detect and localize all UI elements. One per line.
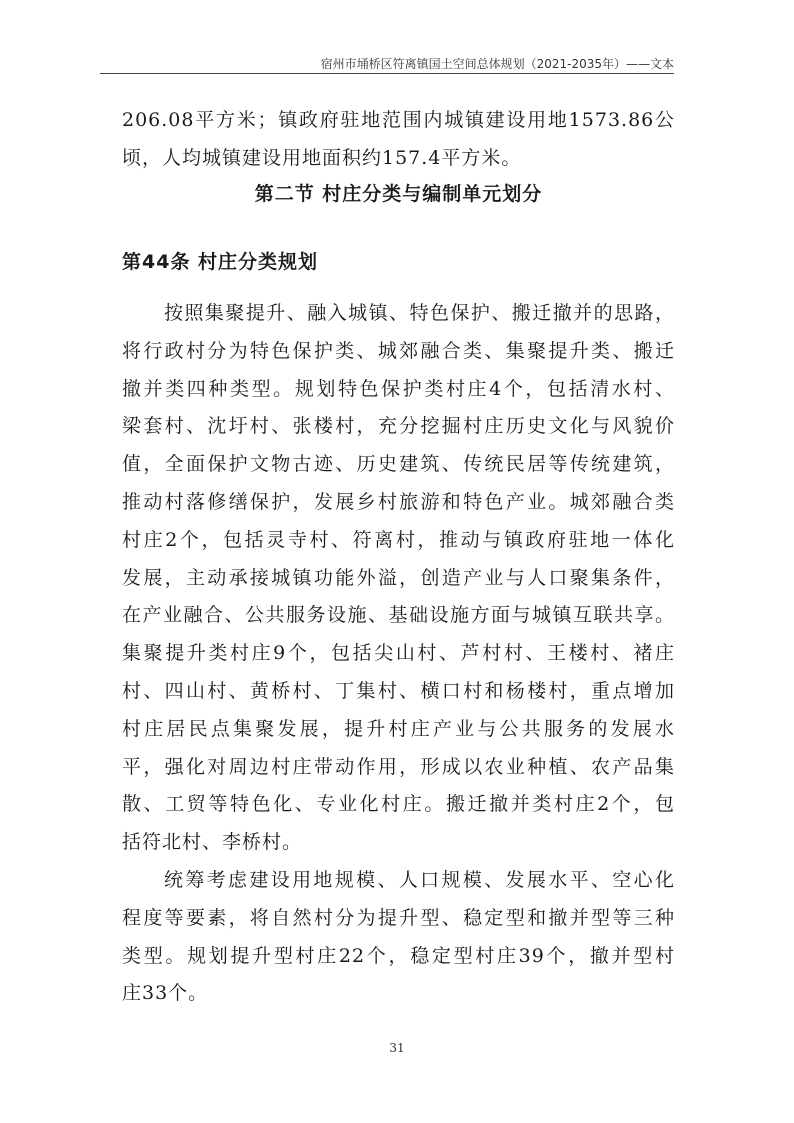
text-line: 发展，主动承接城镇功能外溢，创造产业与人口聚集条件， — [122, 566, 675, 589]
text-line: 统筹考虑建设用地规模、人口规模、发展水平、空心化 — [164, 869, 675, 891]
page-number: 31 — [389, 1041, 405, 1055]
article-title: 第44条 村庄分类规划 — [122, 251, 319, 273]
text-line: 庄33个。 — [122, 982, 209, 1005]
text-line: 村庄居民点集聚发展，提升村庄产业与公共服务的发展水 — [122, 717, 675, 740]
text-line: 顷，人均城镇建设用地面积约157.4平方米。 — [122, 146, 522, 169]
header-title: 宿州市埇桥区符离镇国土空间总体规划（2021-2035年）——文本 — [320, 57, 674, 71]
intro-paragraph — [122, 102, 675, 178]
text-line: 撤并类四种类型。规划特色保护类村庄4个，包括清水村、 — [122, 377, 675, 400]
page-header — [100, 51, 674, 74]
section-title: 第二节 村庄分类与编制单元划分 — [254, 183, 543, 205]
text-line: 206.08平方米；镇政府驻地范围内城镇建设用地1573.86公 — [122, 109, 675, 131]
text-line: 推动村落修缮保护，发展乡村旅游和特色产业。城郊融合类 — [122, 490, 675, 513]
text-line: 类型。规划提升型村庄22个，稳定型村庄39个，撤并型村 — [122, 944, 675, 967]
text-line: 村、四山村、黄桥村、丁集村、横口村和杨楼村，重点增加 — [122, 679, 675, 702]
paragraph-village-classification — [122, 295, 675, 862]
text-line: 村庄2个，包括灵寺村、符离村，推动与镇政府驻地一体化 — [122, 528, 675, 551]
text-line: 散、工贸等特色化、专业化村庄。搬迁撤并类村庄2个，包 — [122, 793, 675, 816]
text-line: 集聚提升类村庄9个，包括尖山村、芦村村、王楼村、褚庄 — [122, 642, 675, 665]
text-line: 值，全面保护文物古迹、历史建筑、传统民居等传统建筑， — [122, 453, 675, 476]
text-line: 在产业融合、公共服务设施、基础设施方面与城镇互联共享。 — [122, 604, 675, 627]
text-line: 按照集聚提升、融入城镇、特色保护、搬迁撤并的思路， — [164, 302, 675, 324]
text-line: 程度等要素，将自然村分为提升型、稳定型和撤并型等三种 — [122, 906, 675, 929]
paragraph-natural-village-types — [122, 862, 675, 1013]
text-line: 平，强化对周边村庄带动作用，形成以农业种植、农产品集 — [122, 755, 675, 778]
text-line: 将行政村分为特色保护类、城郊融合类、集聚提升类、搬迁 — [122, 339, 675, 362]
text-line: 括符北村、李桥村。 — [122, 831, 303, 854]
text-line: 梁套村、沈圩村、张楼村，充分挖掘村庄历史文化与风貌价 — [122, 415, 675, 438]
